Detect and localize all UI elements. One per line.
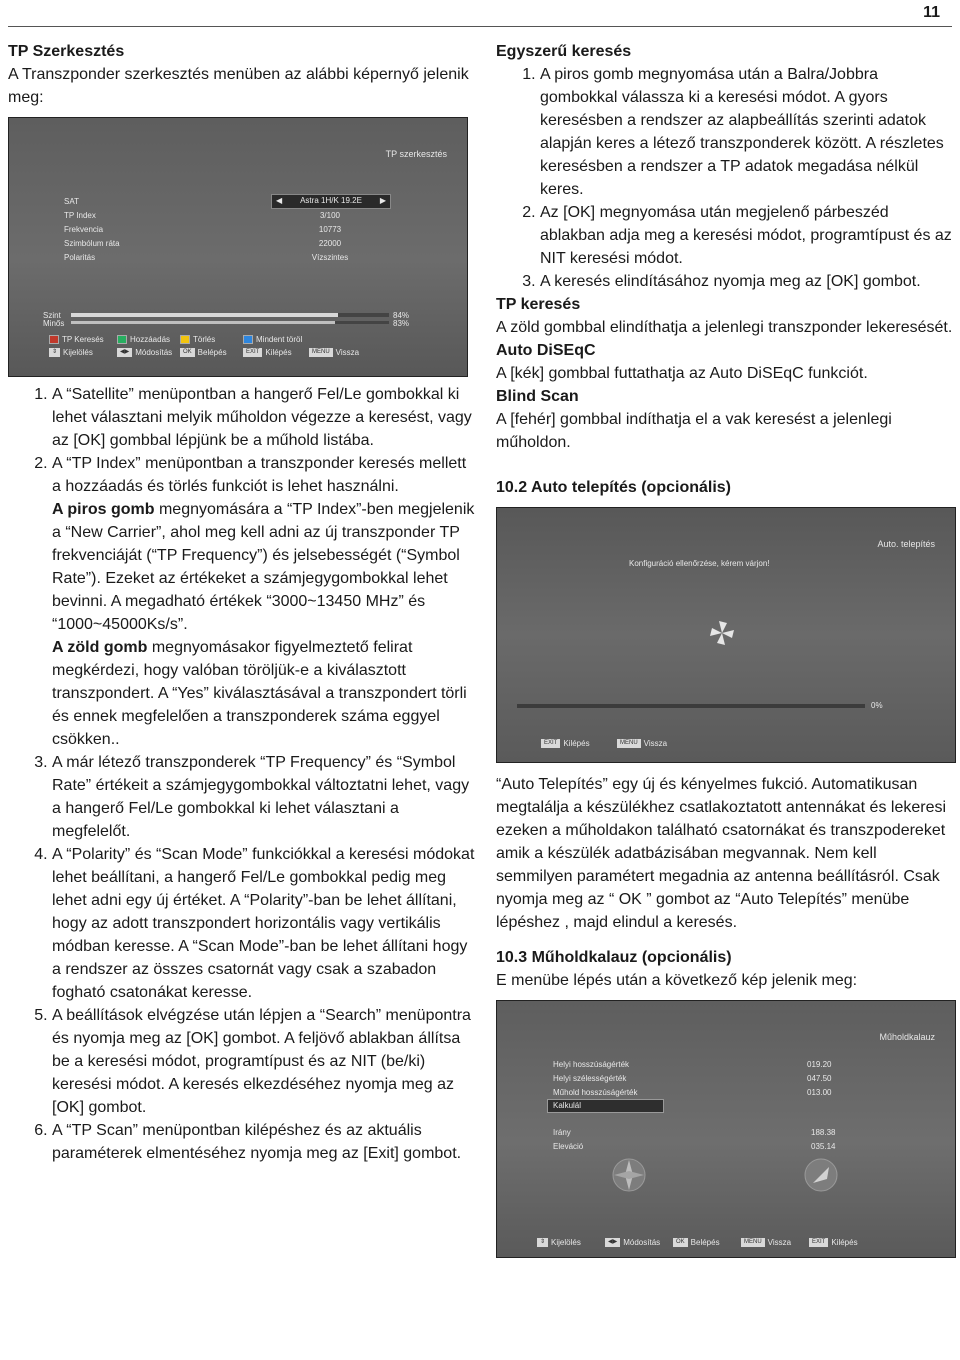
help-modify: ◀▶ Módosítás [117,347,172,359]
help-back: MENU Vissza [617,738,667,750]
exit-key: EXIT [809,1238,828,1247]
screen-title: Auto. telepítés [877,539,935,549]
help-select: ⇕ Kijelölés [49,347,93,359]
sat-guide-screenshot [496,1000,956,1258]
auto-install-screenshot [496,507,956,763]
exit-key: EXIT [243,348,262,357]
local-longitude-value: 019.20 [807,1060,832,1069]
step-1: 1. A “Satellite” menüpontban a hangerő Fel/Le gombokkal ki lehet választani melyik műholdon végezze a keresést, vagy az [OK] gombbal lépjünk be a műhold listába. [52,383,478,452]
spinner-icon [707,618,737,648]
header-rule [8,26,952,27]
help-delete-all: Mindent töröl [243,334,302,346]
help-enter: OK Belépés [180,347,227,359]
step-2-green-key: A zöld gomb megnyomásakor figyelmeztető felirat megkérdezi, hogy valóban töröljük-e a kiválasztott transzpondert. A “Yes” kiválasztásával a transzpondert törli és ennek megfelelően a transzponderek száma eggyel csökken.. [52,639,467,748]
easy-search-steps [496,63,956,293]
easy-step-2: 2. Az [OK] megnyomása után megjelenő párbeszéd ablakban adja meg a keresési módot, programtípust és az NIT keresési módot. [540,201,956,270]
tp-edit-screenshot [8,117,468,377]
quality-bar [71,321,389,324]
blue-key-icon [243,335,253,344]
param-label-tp-index: TP Index [64,211,96,220]
install-progress-bar [517,704,865,708]
param-label-frequency: Frekvencia [64,225,104,234]
sat-value: Astra 1H/K 19.2E [300,196,362,205]
quality-percent: 83% [393,319,410,328]
quality-bar-fill [71,321,335,324]
section-title-tp-edit: TP Szerkesztés [8,43,125,60]
help-add: Hozzáadás [117,334,170,346]
help-enter: OK Belépés [673,1237,720,1249]
calculate-button[interactable]: Kalkulál [547,1099,664,1113]
blind-scan-title: Blind Scan [496,388,579,405]
exit-key: EXIT [541,739,560,748]
symbol-rate-value: 22000 [318,239,342,248]
dish-elevation-icon [803,1157,839,1193]
left-right-key-icon: ◀▶ [117,348,132,357]
help-delete: Törlés [180,334,215,346]
tp-edit-intro: A Transzponder szerkesztés menüben az alábbi képernyő jelenik meg: [8,66,469,106]
compass-icon [611,1157,647,1193]
local-longitude-label: Helyi hosszúságérték [553,1060,630,1069]
help-exit: EXIT Kilépés [243,347,292,359]
tp-index-value: 3/100 [319,211,341,220]
green-key-icon [117,335,127,344]
ok-key: OK [180,348,195,357]
left-right-key-icon: ◀▶ [605,1238,620,1247]
install-progress-percent: 0% [871,701,883,710]
up-down-key-icon: ⇕ [49,348,60,357]
tp-search-text: A zöld gombbal elindíthatja a jelenlegi transzponder lekeresését. [496,319,953,336]
blind-scan-text: A [fehér] gombbal indíthatja el a vak keresést a jelenlegi műholdon. [496,411,892,451]
frequency-value: 10773 [318,225,342,234]
screen-title: TP szerkesztés [385,149,447,159]
arrow-right-icon: ▶ [379,196,386,205]
easy-step-1: 1. A piros gomb megnyomása után a Balra/Jobbra gombokkal válassza ki a keresési módot. A gyors keresésben a rendszer az alapbeállítás szerinti adatok alapján keres a létező transzponderek között. A részletes keresésben a rendszer a TP adatok megadása nélkül keres. [540,63,956,201]
help-select: ⇕ Kijelölés [537,1237,581,1249]
sat-guide-title: 10.3 Műholdkalauz (opcionális) [496,949,732,966]
sat-longitude-value: 013.00 [807,1088,832,1097]
help-exit: EXIT Kilépés [809,1237,858,1249]
sat-longitude-label: Műhold hosszúságérték [553,1088,638,1097]
yellow-key-icon [180,335,190,344]
easy-search-title: Egyszerű keresés [496,43,632,60]
page-number: 11 [923,4,940,21]
help-exit: EXIT Kilépés [541,738,590,750]
level-bar [71,313,389,317]
quality-label: Minős [43,319,65,328]
azimuth-label: Irány [553,1128,571,1137]
azimuth-value: 188.38 [811,1128,836,1137]
tp-search-title: TP keresés [496,296,581,313]
step-5: 5. A beállítások elvégzése után lépjen a “Search” menüpontra és nyomja meg az [OK] gombot. A feljövő ablakban állítsa be a keresési módot, programtípust és az NIT (be/ki) keresési módot. A keresés elkezdéséhez nyomja meg az [OK] gombot. [52,1004,478,1119]
right-column [496,40,956,1258]
step-6: 6. A “TP Scan” menüpontban kilépéshez és az aktuális paraméterek elmentéséhez nyomja meg az [Exit] gombot. [52,1119,478,1165]
help-back: MENU Vissza [309,347,359,359]
ok-key: OK [673,1238,688,1247]
level-percent: 84% [393,311,410,320]
elevation-label: Eleváció [553,1142,584,1151]
sat-selector[interactable] [271,194,391,209]
up-down-key-icon: ⇕ [537,1238,548,1247]
step-4: 4. A “Polarity” és “Scan Mode” funkciókkal a keresési módokat lehet beállítani, a hangerő Fel/Le gombokkal pedig meg lehet adni egy új értéket. A “Polarity”-ban be lehet állítani, hogy az adott transzpondert horizontális vagy vertikális módban keresse. A “Scan Mode”-ban be lehet állítani hogy a rendszer az összes csatornát vagy csak a szabadon fogható csatonákat keresse. [52,843,478,1004]
help-modify: ◀▶ Módosítás [605,1237,660,1249]
level-label: Szint [43,311,61,320]
step-2: 2. A “TP Index” menüpontban a transzponder keresés mellett a hozzáadás és törlés funkciót is lehet használni. A piros gomb megnyomására a “TP Index”-ben megjelenik a “New Carrier”, ahol meg kell adni az új transzponder TP frekvenciáját (“TP Frequency”) és jelsebességét (“Symbol Rate”). Ezeket az értékeket a számjegygombokkal lehet bevinni. A megadható értékek “3000~13450 MHz” és “1000~45000Ks/s”. A zöld gomb megnyomásakor figyelmeztető felirat megkérdezi, hogy valóban töröljük-e a kiválasztott transzpondert. A “Yes” kiválasztásával a transzpondert törli és ennek megfelelően a transzponderek száma eggyel csökken.. [52,452,478,751]
easy-step-3: 3. A keresés elindításához nyomja meg az [OK] gombot. [540,270,956,293]
step-2-red-key: A piros gomb megnyomására a “TP Index”-ben megjelenik a “New Carrier”, ahol meg kell adni az új transzponder TP frekvenciáját (“TP Frequency”) és jelsebességét (“Symbol Rate”). Ezeket az értékeket a számjegygombokkal lehet bevinni. A megadható értékek “3000~13450 MHz” és “1000~45000Ks/s”. [52,501,475,633]
level-bar-fill [71,313,338,317]
menu-key: MENU [309,348,333,357]
arrow-left-icon: ◀ [276,196,283,205]
menu-key: MENU [617,739,641,748]
sat-guide-intro: E menübe lépés után a következő kép jelenik meg: [496,972,858,989]
tp-edit-steps [8,383,478,1165]
polarity-value: Vízszintes [311,253,349,262]
red-key-icon [49,335,59,344]
auto-install-text: “Auto Telepítés” egy új és kényelmes fukció. Automatikusan megtalálja a készülékhez csatlakoztatott antennákat és lekeresi ezeken a műholdakon található csatornákat és transzpodereket amik a készülék adatbázisában megvannak. Nem kell semmilyen paramétert megadnia az antenna beállításról. Csak nyomja meg az “ OK ” gombot az “Auto Telepítés” menübe lépéshez , majd elindul a keresés. [496,776,947,931]
auto-diseqc-title: Auto DiSEqC [496,342,596,359]
help-back: MENU Vissza [741,1237,791,1249]
checking-message: Konfiguráció ellenőrzése, kérem várjon! [629,559,770,568]
screen-title: Műholdkalauz [879,1032,935,1042]
step-3: 3. A már létező transzponderek “TP Frequency” és “Symbol Rate” értékeit a számjegygombokkal változtatni lehet, vagy a hangerő Fel/Le gombokkal ki lehet választani a megfelelőt. [52,751,478,843]
left-column [8,40,478,1165]
elevation-value: 035.14 [811,1142,836,1151]
help-tp-search: TP Keresés [49,334,104,346]
param-label-polarity: Polaritás [64,253,96,262]
auto-diseqc-text: A [kék] gombbal futtathatja az Auto DiSEqC funkciót. [496,365,868,382]
local-latitude-value: 047.50 [807,1074,832,1083]
local-latitude-label: Helyi szélességérték [553,1074,627,1083]
menu-key: MENU [741,1238,765,1247]
auto-install-title: 10.2 Auto telepítés (opcionális) [496,479,732,496]
param-label-symbol-rate: Szimbólum ráta [64,239,120,248]
param-label-sat: SAT [64,197,79,206]
